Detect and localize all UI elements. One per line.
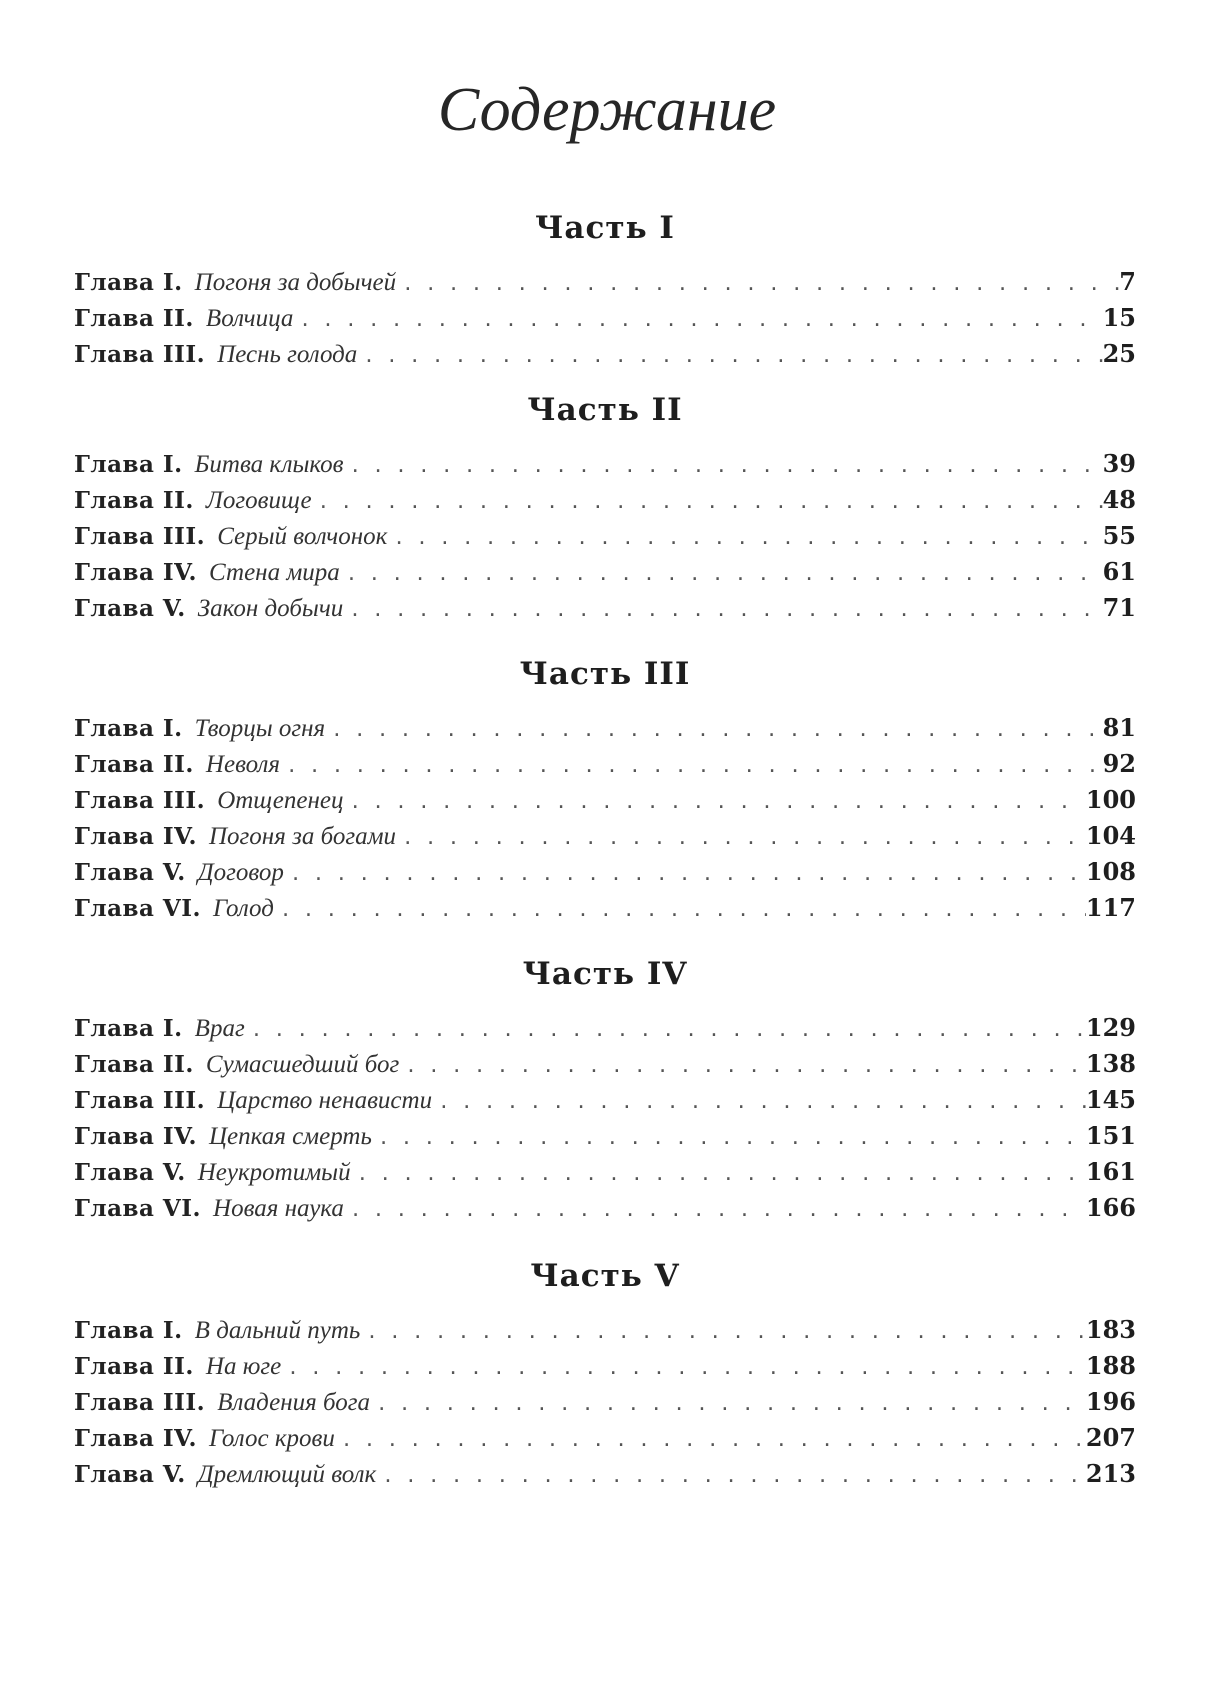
- toc-entry[interactable]: [74, 1348, 1136, 1384]
- toc-entry[interactable]: [74, 482, 1136, 518]
- dot-leader: [360, 1314, 1086, 1350]
- page-number: 25: [1102, 339, 1136, 368]
- toc-entry[interactable]: [74, 446, 1136, 482]
- toc-entry[interactable]: [74, 890, 1136, 926]
- chapter-title: Отщепенец: [217, 787, 344, 814]
- toc-entry[interactable]: [74, 1154, 1136, 1190]
- chapter-title: Стена мира: [208, 559, 340, 586]
- page-number: 55: [1102, 521, 1136, 550]
- chapter-label: Глава I.: [74, 1317, 183, 1344]
- chapter-label: Глава II.: [74, 305, 194, 332]
- page-number: 104: [1085, 821, 1136, 850]
- dot-leader: [335, 1422, 1086, 1458]
- chapter-label: Глава V.: [74, 1159, 186, 1186]
- chapter-label: Глава IV.: [74, 559, 197, 586]
- chapter-label: Глава IV.: [74, 823, 197, 850]
- part-3: [74, 652, 1136, 926]
- toc-entry[interactable]: [74, 1046, 1136, 1082]
- toc-entry[interactable]: [74, 1190, 1136, 1226]
- chapter-label: Глава III.: [74, 341, 206, 368]
- chapter-label: Глава II.: [74, 751, 194, 778]
- toc-entry[interactable]: [74, 746, 1136, 782]
- chapter-title: Враг: [194, 1015, 245, 1042]
- dot-leader: [387, 520, 1102, 556]
- part-heading: Часть V: [530, 1258, 680, 1294]
- chapter-title: Погоня за богами: [208, 823, 397, 850]
- page-number: 151: [1085, 1121, 1136, 1150]
- part-heading: Часть IV: [522, 956, 688, 992]
- part-heading: Часть II: [527, 392, 683, 428]
- toc-entry[interactable]: [74, 590, 1136, 626]
- chapter-label: Глава II.: [74, 1353, 194, 1380]
- chapter-label: Глава III.: [74, 1087, 206, 1114]
- chapter-label: Глава V.: [74, 595, 186, 622]
- chapter-title: Творцы огня: [194, 715, 326, 742]
- chapter-title: Логовище: [205, 487, 312, 514]
- dot-leader: [376, 1458, 1086, 1494]
- dot-leader: [399, 1048, 1086, 1084]
- page-number: 92: [1102, 749, 1136, 778]
- page-number: 39: [1102, 449, 1136, 478]
- toc-entry[interactable]: [74, 1082, 1136, 1118]
- dot-leader: [281, 1350, 1086, 1386]
- chapter-title: Неукротимый: [197, 1159, 351, 1186]
- part-5: [74, 1254, 1136, 1492]
- chapter-title: На юге: [205, 1353, 282, 1380]
- toc-entry[interactable]: [74, 1420, 1136, 1456]
- chapter-label: Глава II.: [74, 487, 194, 514]
- chapter-label: Глава I.: [74, 715, 183, 742]
- chapter-label: Глава VI.: [74, 895, 202, 922]
- page-number: 108: [1085, 857, 1136, 886]
- chapter-title: Неволя: [205, 751, 280, 778]
- chapter-label: Глава IV.: [74, 1425, 197, 1452]
- part-2: [74, 388, 1136, 626]
- page-number: 129: [1085, 1013, 1136, 1042]
- page-number: 15: [1102, 303, 1136, 332]
- page-number: 166: [1085, 1193, 1136, 1222]
- part-heading: Часть I: [535, 210, 675, 246]
- toc-entry[interactable]: [74, 782, 1136, 818]
- dot-leader: [357, 338, 1102, 374]
- page-number: 81: [1102, 713, 1136, 742]
- dot-leader: [396, 266, 1119, 302]
- page-number: 71: [1102, 593, 1136, 622]
- page-number: 213: [1085, 1459, 1136, 1488]
- dot-leader: [351, 1156, 1086, 1192]
- page-number: 7: [1119, 267, 1136, 296]
- chapter-title: В дальний путь: [194, 1317, 361, 1344]
- toc-entry[interactable]: [74, 300, 1136, 336]
- toc-entry[interactable]: [74, 554, 1136, 590]
- part-heading: Часть III: [519, 656, 691, 692]
- chapter-title: Закон добычи: [197, 595, 344, 622]
- chapter-label: Глава II.: [74, 1051, 194, 1078]
- toc-entry[interactable]: [74, 1010, 1136, 1046]
- dot-leader: [432, 1084, 1086, 1120]
- part-4: [74, 952, 1136, 1226]
- toc-entry[interactable]: [74, 854, 1136, 890]
- page-number: 117: [1085, 893, 1136, 922]
- dot-leader: [344, 448, 1103, 484]
- dot-leader: [312, 484, 1103, 520]
- page-number: 183: [1085, 1315, 1136, 1344]
- chapter-list: [74, 446, 1136, 626]
- page-title: Содержание: [437, 76, 777, 144]
- chapter-title: Сумасшедший бог: [205, 1051, 400, 1078]
- page-number: 188: [1085, 1351, 1136, 1380]
- chapter-list: [74, 710, 1136, 926]
- toc-entry[interactable]: [74, 518, 1136, 554]
- chapter-label: Глава VI.: [74, 1195, 202, 1222]
- part-1: [74, 206, 1136, 372]
- chapter-label: Глава V.: [74, 859, 186, 886]
- chapter-title: Цепкая смерть: [208, 1123, 372, 1150]
- chapter-label: Глава V.: [74, 1461, 186, 1488]
- chapter-title: Голос крови: [208, 1425, 335, 1452]
- chapter-title: Царство ненависти: [217, 1087, 433, 1114]
- toc-entry[interactable]: [74, 1456, 1136, 1492]
- toc-entry[interactable]: [74, 818, 1136, 854]
- chapter-label: Глава IV.: [74, 1123, 197, 1150]
- chapter-label: Глава III.: [74, 787, 206, 814]
- dot-leader: [274, 892, 1086, 928]
- chapter-list: [74, 1010, 1136, 1226]
- toc-entry[interactable]: [74, 1312, 1136, 1348]
- dot-leader: [343, 784, 1085, 820]
- dot-leader: [284, 856, 1086, 892]
- chapter-label: Глава III.: [74, 1389, 206, 1416]
- page-number: 207: [1085, 1423, 1136, 1452]
- chapter-title: Голод: [213, 895, 274, 922]
- chapter-label: Глава I.: [74, 1015, 183, 1042]
- dot-leader: [340, 556, 1103, 592]
- toc-entry[interactable]: [74, 710, 1136, 746]
- chapter-title: Битва клыков: [194, 451, 344, 478]
- page-number: 145: [1085, 1085, 1136, 1114]
- toc-entry[interactable]: [74, 1118, 1136, 1154]
- dot-leader: [280, 748, 1103, 784]
- page-number: 196: [1085, 1387, 1136, 1416]
- chapter-label: Глава I.: [74, 451, 183, 478]
- page-number: 61: [1102, 557, 1136, 586]
- dot-leader: [396, 820, 1086, 856]
- toc-entry[interactable]: [74, 264, 1136, 300]
- chapter-title: Дремлющий волк: [197, 1461, 377, 1488]
- dot-leader: [372, 1120, 1086, 1156]
- chapter-title: Песнь голода: [217, 341, 358, 368]
- chapter-label: Глава I.: [74, 269, 183, 296]
- chapter-title: Погоня за добычей: [194, 269, 397, 296]
- dot-leader: [344, 1192, 1086, 1228]
- dot-leader: [245, 1012, 1086, 1048]
- toc-entry[interactable]: [74, 336, 1136, 372]
- chapter-title: Серый волчонок: [217, 523, 388, 550]
- dot-leader: [370, 1386, 1086, 1422]
- dot-leader: [293, 302, 1102, 338]
- chapter-list: [74, 1312, 1136, 1492]
- toc-entry[interactable]: [74, 1384, 1136, 1420]
- page-number: 48: [1102, 485, 1136, 514]
- dot-leader: [325, 712, 1102, 748]
- chapter-title: Волчица: [205, 305, 294, 332]
- page-number: 138: [1085, 1049, 1136, 1078]
- chapter-title: Договор: [197, 859, 284, 886]
- chapter-label: Глава III.: [74, 523, 206, 550]
- chapter-list: [74, 264, 1136, 372]
- page-number: 100: [1085, 785, 1136, 814]
- chapter-title: Новая наука: [213, 1195, 344, 1222]
- page-number: 161: [1085, 1157, 1136, 1186]
- dot-leader: [343, 592, 1102, 628]
- chapter-title: Владения бога: [217, 1389, 370, 1416]
